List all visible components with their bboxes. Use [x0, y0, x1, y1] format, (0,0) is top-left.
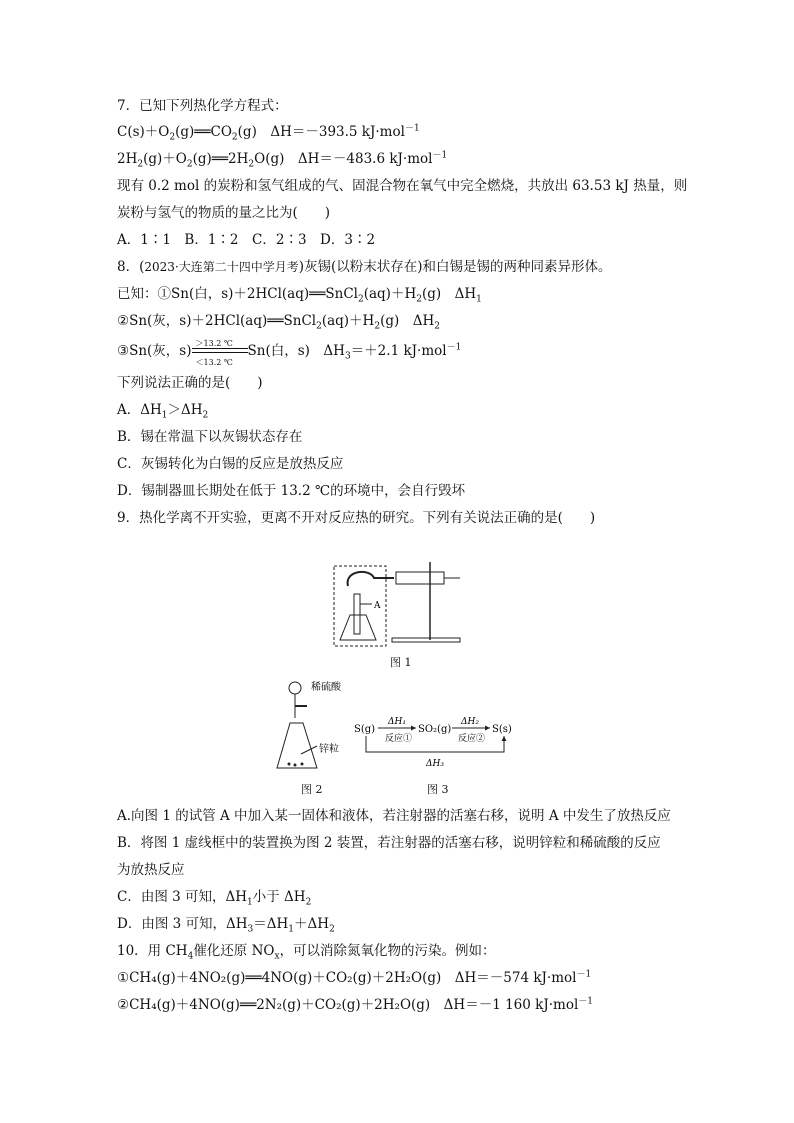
q9-option-b-line-2: 为放热反应: [117, 862, 185, 878]
label-dh2: ΔH₂: [461, 717, 479, 727]
equilibrium-arrow: $\frac{>13.2 ℃}{<13.2 ℃}$: [192, 345, 248, 359]
q10-reaction-1: ①CH₄(g)＋4NO₂(g)══4NO(g)＋CO₂(g)＋2H₂O(g) ΔH＝－574 kJ·mol$^{-1}$: [117, 969, 592, 986]
q7-equation-1: $C(s)+O_2(g)══CO_2(g)$ ΔH＝－393.5 kJ·mol$^{-1}$: [117, 123, 420, 143]
q10-reaction-2: ②CH₄(g)＋4NO(g)══2N₂(g)＋CO₂(g)＋2H₂O(g) ΔH＝－1 160 kJ·mol$^{-1}$: [117, 996, 594, 1013]
q9-option-b-line-1: B．将图 1 虚线框中的装置换为图 2 装置，若注射器的活塞右移，说明锌粒和稀硫酸的反应: [117, 835, 661, 851]
q8-reaction-1: 已知：①Sn(白，$s)+2HCl(aq)══SnCl_2(aq)+H_2(g)$ $\Delta H_1$: [117, 286, 482, 305]
species-s-solid: S(s): [492, 724, 512, 735]
q9-option-c: C．由图 3 可知，$\Delta H_1$小于 $\Delta H_2$: [117, 889, 312, 908]
label-zinc: 锌粒: [319, 744, 339, 755]
q8-option-c: C．灰锡转化为白锡的反应是放热反应: [117, 456, 344, 472]
figure-1-apparatus: [330, 560, 480, 650]
q7-stem: 7．已知下列热化学方程式：: [117, 98, 288, 114]
label-a: A: [374, 601, 381, 611]
figure-1-caption: 图 1: [390, 656, 412, 669]
q9-option-a: A.向图 1 的试管 A 中加入某一固体和液体，若注射器的活塞右移，说明 A 中发生了放热反应: [117, 808, 671, 824]
q9-option-d: D．由图 3 可知，$\Delta H_3=\Delta H_1+\Delta H_2$: [117, 916, 335, 935]
figure-2-apparatus: [275, 678, 360, 773]
q8-option-b: B．锡在常温下以灰锡状态存在: [117, 429, 303, 445]
q8-reaction-3: ③Sn(灰，s) $\frac{>13.2 ℃}{<13.2 ℃}$ Sn(白，s) $\Delta H_3=+2.1$ kJ·mol$^{-1}$: [117, 338, 462, 367]
q7-text-1: 现有 0.2 mol 的炭粉和氢气组成的气、固混合物在氧气中完全燃烧，共放出 63.53 kJ 热量，则: [117, 178, 688, 194]
q7-text-2: 炭粉与氢气的物质的量之比为( ): [117, 205, 331, 221]
figure-3-caption: 图 3: [427, 783, 449, 796]
q8-option-d: D．锡制器皿长期处在低于 13.2 ℃的环境中，会自行毁坏: [117, 483, 466, 499]
label-dh3: ΔH₃: [426, 759, 444, 769]
species-so2-gas: SO₂(g): [418, 724, 452, 735]
species-s-gas: S(g): [354, 724, 376, 735]
q8-option-a: A．$\Delta H_1>\Delta H_2$: [117, 402, 209, 421]
q8-question: 下列说法正确的是( ): [117, 375, 263, 391]
label-dh1: ΔH₁: [388, 717, 406, 727]
q7-options: A．1∶1 B．1∶2 C．2∶3 D．3∶2: [117, 232, 376, 248]
label-dilute-acid: 稀硫酸: [311, 682, 341, 693]
label-reaction-1: 反应①: [385, 734, 413, 744]
q8-stem: 8．(2023·大连第二十四中学月考)灰锡(以粉末状存在)和白锡是锡的两种同素异形体。: [117, 259, 612, 275]
figure-3-diagram: [352, 714, 532, 772]
figure-2-caption: 图 2: [301, 783, 323, 796]
q8-reaction-2: ②Sn(灰，$s)+2HCl(aq)══SnCl_2(aq)+H_2(g)$ $\Delta H_2$: [117, 313, 440, 332]
q9-stem: 9．热化学离不开实验，更离不开对反应热的研究。下列有关说法正确的是( ): [117, 510, 596, 526]
q10-stem: 10．用 $CH_4$催化还原 $NO_x$，可以消除氮氧化物的污染。例如：: [117, 943, 496, 962]
label-reaction-2: 反应②: [458, 734, 486, 744]
q7-equation-2: $2H_2(g)+O_2(g)══2H_2O(g)$ ΔH＝－483.6 kJ·mol$^{-1}$: [117, 150, 448, 170]
